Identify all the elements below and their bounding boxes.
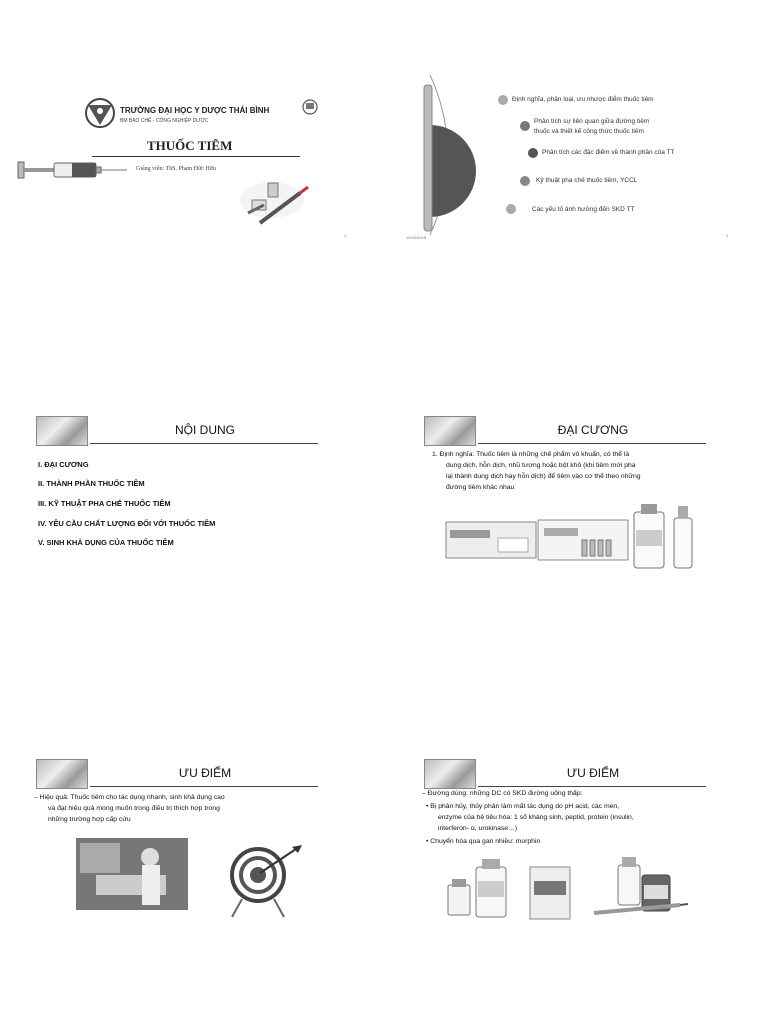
emblem-icon xyxy=(303,100,317,114)
outline-item-1: Định nghĩa, phân loại, ưu nhược điểm thuốc tiêm xyxy=(512,96,654,103)
page-number: 1 xyxy=(344,233,347,238)
advantage-line-2: và đạt hiệu quả mong muốn trong điều trị thích hợp trong xyxy=(48,805,220,812)
outline-item-5: Các yếu tố ảnh hưởng đến SKD TT xyxy=(532,206,635,213)
header-image xyxy=(36,759,88,789)
bullet-icon-2 xyxy=(520,121,530,131)
syringe-image xyxy=(18,162,127,178)
page-number: 2 xyxy=(726,233,729,238)
target-icon xyxy=(232,845,302,917)
title-divider xyxy=(90,443,318,444)
route-line-5: • Chuyển hóa qua gan nhiều: morphin xyxy=(426,838,541,845)
toc-item-3: III. KỸ THUẬT PHA CHẾ THUỐC TIÊM xyxy=(38,499,171,508)
emergency-room-photo xyxy=(76,838,188,910)
bullet-icon-3 xyxy=(528,148,538,158)
toc-item-4: IV. YÊU CẦU CHẤT LƯỢNG ĐỐI VỚI THUỐC TIÊM xyxy=(38,519,216,528)
outline-item-2b: thuốc và thiết kế công thức thuốc tiêm xyxy=(534,128,644,135)
route-line-2: • Bị phân hủy, thủy phân làm mất tác dụng do pH acid, các men, xyxy=(426,803,620,810)
slide-title xyxy=(2,45,362,285)
bullet-icon-1 xyxy=(498,95,508,105)
lecturer-name: Giảng viên: ThS. Phạm Đức Hữu xyxy=(136,166,217,172)
vials-image xyxy=(240,182,308,223)
slide-title: ƯU ĐIỂM xyxy=(178,766,232,780)
university-name: TRƯỜNG ĐẠI HỌC Y DƯỢC THÁI BÌNH xyxy=(120,106,270,115)
bullet-icon-4 xyxy=(520,176,530,186)
bullet-icon-5 xyxy=(506,204,516,214)
toc-item-1: I. ĐẠI CƯƠNG xyxy=(38,460,89,469)
outline-diagram xyxy=(390,45,750,285)
slide-advantages-2 xyxy=(398,735,758,975)
outline-item-4: Kỹ thuật pha chế thuốc tiêm, YCCL xyxy=(536,177,638,184)
outline-item-2: Phân tích sự liên quan giữa đường tiêm xyxy=(534,118,650,125)
advantage-line-3: những trường hợp cấp cứu xyxy=(48,816,131,823)
advantage-line-1: – Hiệu quả: Thuốc tiêm cho tác dụng nhanh, sinh khả dụng cao xyxy=(34,794,225,801)
slide-overview xyxy=(398,392,758,632)
toc-item-2: II. THÀNH PHẦN THUỐC TIÊM xyxy=(38,479,145,488)
title-divider xyxy=(478,786,706,787)
toc-item-5: V. SINH KHẢ DỤNG CỦA THUỐC TIÊM xyxy=(38,538,174,547)
definition-line-2: dung dịch, hỗn dịch, nhũ tương hoặc bột khô (khi tiêm mới pha xyxy=(446,462,636,469)
slide-title: ĐẠI CƯƠNG xyxy=(557,423,629,437)
university-logo xyxy=(86,99,114,127)
title-divider xyxy=(90,786,318,787)
header-image xyxy=(424,759,476,789)
definition-line-3: lại thành dung dịch hay hỗn dịch) để tiêm vào cơ thể theo những xyxy=(446,473,641,480)
title-divider xyxy=(478,443,706,444)
vertical-bar xyxy=(424,85,432,231)
title-slide-graphics xyxy=(2,45,362,285)
outline-item-3: Phân tích các đặc điểm về thành phần của TT xyxy=(542,149,675,156)
definition-line-1: 1. Định nghĩa: Thuốc tiêm là những chế phẩm vô khuẩn, có thể là xyxy=(432,451,630,458)
header-image xyxy=(36,416,88,446)
title-divider xyxy=(92,156,300,157)
half-disc xyxy=(430,125,476,217)
slide-title: NỘI DUNG xyxy=(175,423,235,437)
presentation-title: THUỐC TIÊM xyxy=(147,138,233,153)
slide-date: 10/25/2016 xyxy=(406,235,427,240)
slide-advantages-1 xyxy=(10,735,370,975)
slide-title: ƯU ĐIỂM xyxy=(566,766,620,780)
slide-contents xyxy=(10,392,370,632)
slide-outline xyxy=(390,45,750,285)
route-line-3: enzyme của hệ tiêu hóa: 1 số kháng sinh, peptid, protein (insulin, xyxy=(438,814,634,821)
definition-line-4: đường tiêm khác nhau xyxy=(446,484,515,491)
route-line-4: interferon- α, urokinase…) xyxy=(438,825,518,832)
route-line-1: – Đường dùng: những DC có SKD đường uống thấp: xyxy=(422,790,583,797)
department-name: BM BÀO CHẾ - CÔNG NGHIỆP DƯỢC xyxy=(120,118,209,124)
header-image xyxy=(424,416,476,446)
